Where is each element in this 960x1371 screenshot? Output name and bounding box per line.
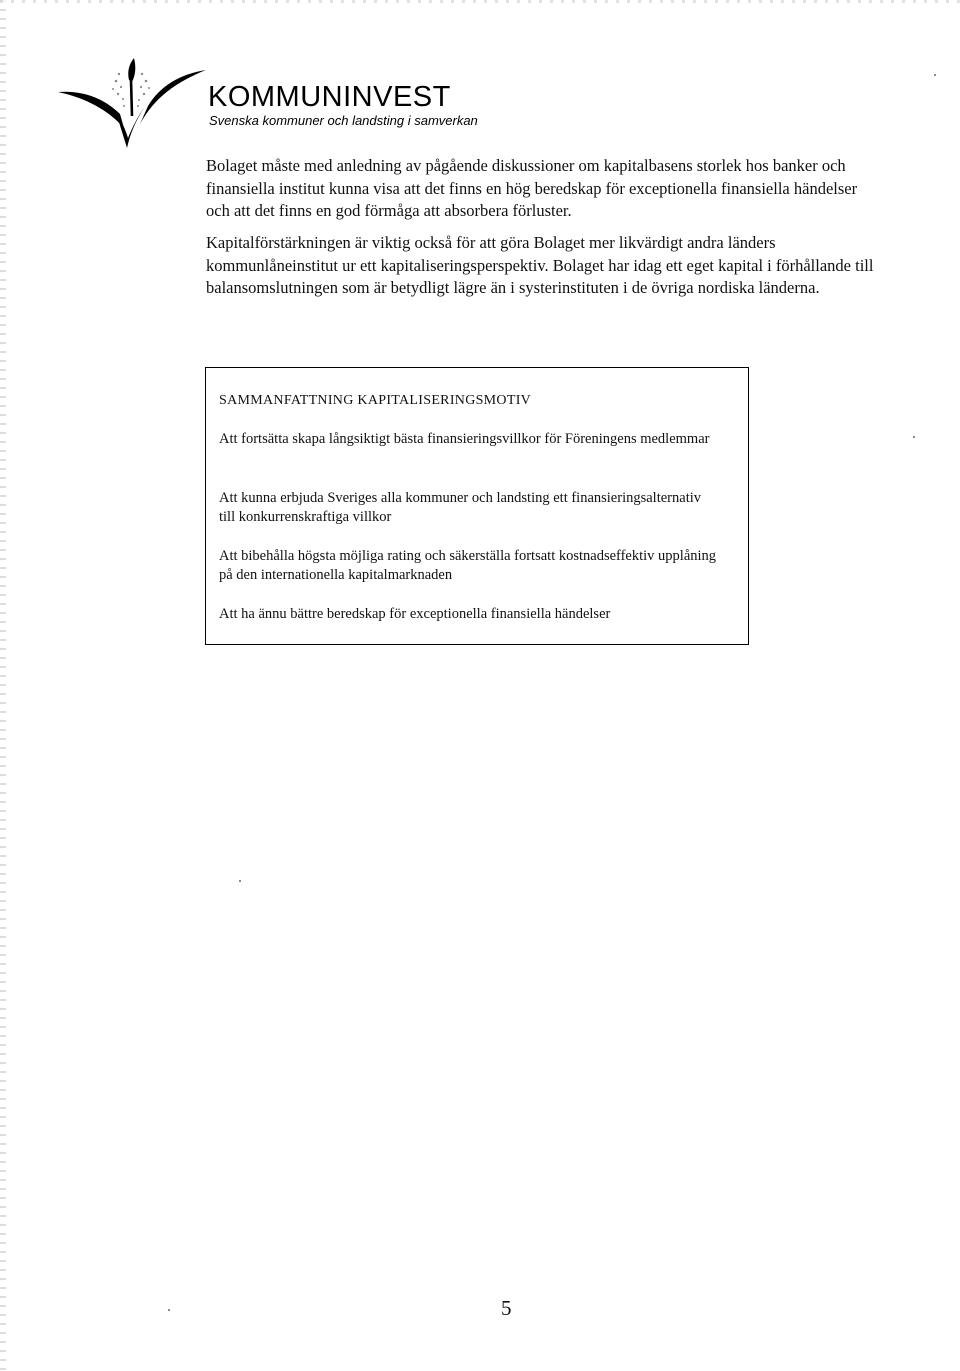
scan-speck [934, 74, 936, 76]
scan-speck [239, 880, 241, 882]
summary-heading: SAMMANFATTNING KAPITALISERINGSMOTIV [219, 393, 532, 408]
scan-edge-left [0, 0, 6, 1371]
summary-item: Att ha ännu bättre beredskap för exceptionella finansiella händelser [219, 606, 611, 622]
body-paragraph: Bolaget måste med anledning av pågående diskussioner om kapitalbasens storlek hos banker och finansiella institut kunna visa att det finns en hög beredskap för exceptionella finansiella händelser och att det finns en god förmåga att absorbera förluster. [206, 156, 858, 220]
scan-speck [168, 1309, 170, 1311]
summary-item: Att kunna erbjuda Sveriges alla kommuner och landsting ett finansieringsalternativ till konkurrenskraftiga villkor [219, 490, 701, 525]
summary-item: Att fortsätta skapa långsiktigt bästa finansieringsvillkor för Föreningens medlemmar [219, 431, 710, 447]
company-name: KOMMUNINVEST [208, 81, 451, 113]
scan-speck [913, 436, 915, 438]
company-tagline: Svenska kommuner och landsting i samverkan [209, 113, 478, 128]
page-number: 5 [501, 1296, 512, 1320]
summary-box [205, 367, 749, 645]
kommuninvest-logo-icon [58, 54, 208, 150]
scan-edge-top [0, 0, 960, 3]
body-paragraph: Kapitalförstärkningen är viktig också för att göra Bolaget mer likvärdigt andra länders kommunlåneinstitut ur ett kapitaliseringsperspektiv. Bolaget har idag ett eget kapital i förhållande till balansomslutningen som är betydligt lägre än i systerinstituten i de övriga nordiska länderna. [206, 233, 874, 297]
summary-item: Att bibehålla högsta möjliga rating och säkerställa fortsatt kostnadseffektiv upplåning på den internationella kapitalmarknaden [219, 548, 717, 583]
